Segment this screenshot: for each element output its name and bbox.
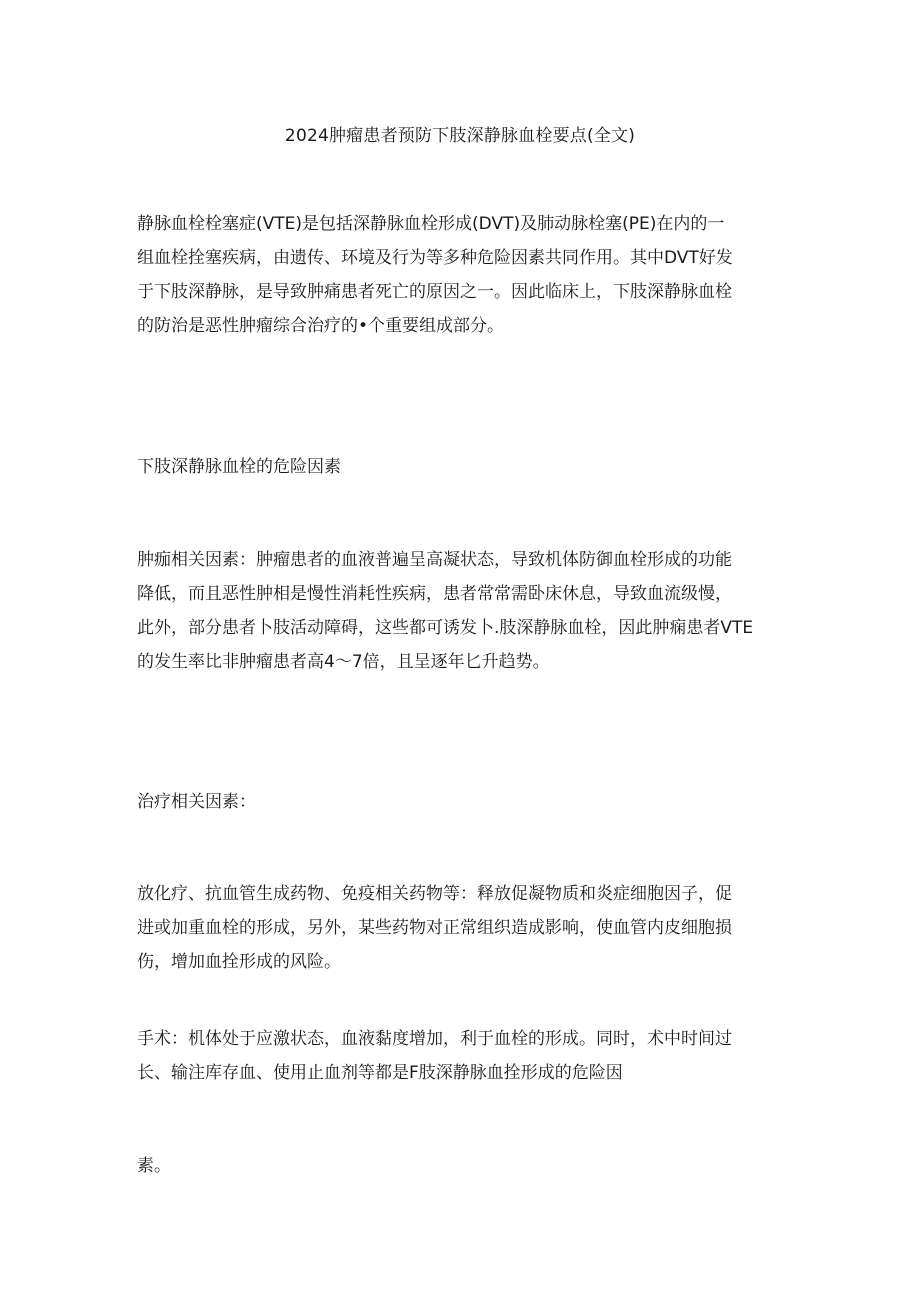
treatment-factors-heading bbox=[137, 785, 787, 819]
text-line: 组血栓拴塞疾病，由遗传、环境及行为等多种危险因素共同作用。其中DVT好发 bbox=[137, 248, 733, 268]
text-line: 于下肢深静脉，是导致肿痛患者死亡的原因之一。因此临床上，下肢深静脉血栓 bbox=[137, 282, 732, 302]
drug-factors-paragraph bbox=[137, 877, 787, 979]
document-title: 2024肿瘤患者预防下肢深静脉血栓要点(全文) bbox=[284, 126, 636, 146]
heading-text: 下肢深静脉血栓的危险因素 bbox=[137, 457, 341, 477]
heading-text: 治疗相关因素： bbox=[137, 792, 256, 812]
risk-factors-heading bbox=[137, 450, 787, 484]
text-line: 放化疗、抗血管生成药物、免疫相关药物等：释放促凝物质和炎症细胞因子，促 bbox=[137, 884, 732, 904]
text-line: 的发生率比非肿瘤患者高4～7倍，且呈逐年匕升趋势。 bbox=[137, 652, 550, 672]
text-line: 静脉血栓栓塞症(VTE)是包括深静脉血栓形成(DVT)及肺动脉栓塞(PE)在内的一 bbox=[137, 214, 725, 234]
text-line: 伤，增加血拴形成的风险。 bbox=[137, 952, 341, 972]
text-line: 此外，部分患者卜肢活动障碍，这些都可诱发卜.肢深静脉血栓，因此肿痫患者VTE bbox=[137, 618, 754, 638]
trailing-text bbox=[137, 1149, 787, 1183]
text-line: 长、输注库存血、使用止血剂等都是F肢深静脉血拴形成的危险因 bbox=[137, 1063, 623, 1083]
text-line: 手术：机体处于应激状态，血液黏度增加，利于血栓的形成。同时，术中时间过 bbox=[137, 1029, 732, 1049]
tumor-factors-paragraph bbox=[137, 543, 787, 679]
intro-paragraph bbox=[137, 207, 787, 343]
text-line: 进或加重血栓的形成，另外，某些药物对正常组织造成影响，使血管内皮细胞损 bbox=[137, 918, 732, 938]
text-line: 肿痂相关因素：肿瘤患者的血液普遍呈高凝状态，导致机体防御血栓形成的功能 bbox=[137, 550, 732, 570]
surgery-factors-paragraph bbox=[137, 1022, 787, 1090]
text-line: 降低，而且恶性肿相是慢性消耗性疾病，患者常常需卧床休息，导致血流级慢， bbox=[137, 584, 732, 604]
text-line: 的防治是恶性肿瘤综合治疗的•个重要组成部分。 bbox=[137, 316, 505, 336]
text-line: 素。 bbox=[137, 1156, 171, 1176]
